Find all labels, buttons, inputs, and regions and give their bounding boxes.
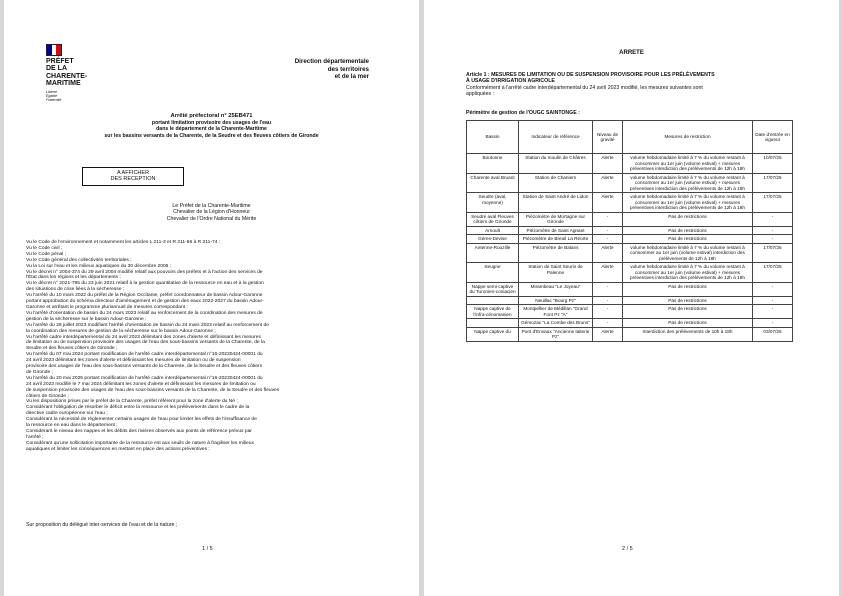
- logo-line: MARITIME: [46, 80, 81, 88]
- visa-line: Vu l'arrêté cadre interdépartemental du 24 avril 2023 délimitant des zones d'alerte et définissant les mesures: [26, 334, 261, 340]
- motto-line: Égalité: [46, 93, 57, 98]
- cell-mesures: volume hebdomadaire limité à 7 % du volume restant à consommer au 1er juin (volume estival) interdiction des prélèvements de 12h à 18h: [623, 243, 753, 263]
- visa-line: Considérant la nécessité de réglementer certains usages de l'eau pour limiter les effets de l'insuffisance de: [26, 417, 257, 423]
- page-number: 1 / 5: [202, 546, 213, 552]
- logo-line: DE LA: [46, 65, 67, 73]
- direction-block: [295, 58, 369, 81]
- logo-line: CHARENTE-: [46, 72, 88, 80]
- cell-bassin: Nappe captive du: [467, 327, 519, 341]
- cell-niveau: -: [593, 305, 623, 319]
- arrete-line: portant limitation provisoire des usages de l'eau: [151, 120, 272, 126]
- page-number: 2 / 5: [622, 546, 633, 552]
- affichage-line: A AFFICHER: [116, 170, 150, 176]
- header-bassin: Bassin: [467, 121, 519, 154]
- visa-line: aquatiques et limiter les conséquences en mettant en place des actions préventives ;: [26, 446, 210, 452]
- article-1: [466, 72, 715, 97]
- arrete-line: dans le département de la Charente-Maritime: [156, 126, 267, 133]
- visa-line: de Gironde ;: [26, 369, 53, 375]
- cell-indicateur: Station de Chaniers: [519, 173, 593, 193]
- document-page-2: [424, 0, 839, 596]
- cell-mesures: Pas de restrictions: [623, 212, 753, 226]
- table-row: [467, 243, 793, 263]
- cell-indicateur: Piézomètre de Mortagne sur Gironde: [519, 212, 593, 226]
- proposition-line: Sur proposition du délégué inter-services de l'eau et de la nature ;: [26, 522, 178, 528]
- visa-line: Vu le Code général des collectivités territoriales ;: [26, 257, 132, 263]
- cell-niveau: Alerte: [593, 154, 623, 174]
- cell-niveau: -: [593, 226, 623, 235]
- prefet-block: [4, 203, 419, 222]
- visa-line: la ressource en eau dans le département ;: [26, 423, 118, 429]
- cell-indicateur: Piézomètre de Breuil La Réorte: [519, 235, 593, 244]
- cell-date: -: [753, 305, 793, 319]
- table-row: [467, 296, 793, 305]
- table-row: [467, 154, 793, 174]
- table-header-row: [467, 121, 793, 154]
- cell-bassin: Gères-Devise: [467, 235, 519, 244]
- cell-niveau: -: [593, 235, 623, 244]
- visa-line: Vu le Code pénal ;: [26, 251, 67, 257]
- cell-date: 10/07/25: [753, 154, 793, 174]
- cell-date: 17/07/25: [753, 193, 793, 213]
- visa-line: 24 avril 2023 délimitant les zones d'alerte et définissant les mesures de limitation ou de suspension: [26, 358, 241, 364]
- visa-line: Vu l'arrêté du 20 mai 2025 portant modification de l'arrêté cadre interdépartemental n°16-20230424-00001 du: [26, 375, 263, 381]
- arrete-heading: [424, 50, 839, 56]
- cell-mesures: volume hebdomadaire limité à 7 % du volume restant à consommer au 1er juin (volume estival) + mesures préventives interdiction des prélèvements de 12h à 18h: [623, 154, 753, 174]
- document-page-1: [4, 0, 419, 596]
- cell-indicateur: Station du moulin de Châtres: [519, 154, 593, 174]
- cell-indicateur: Gémozac "La Combe des Bruns": [519, 319, 593, 328]
- cell-date: -: [753, 212, 793, 226]
- cell-indicateur: Pont d'Envaux "Ancienne laiterie Pz": [519, 327, 593, 341]
- table-row: [467, 305, 793, 319]
- cell-mesures: volume hebdomadaire limité à 7 % du volume restant à consommer au 1er juin (volume estival) + mesures préventives interdiction des prélèvements de 12h à 18h: [623, 173, 753, 193]
- cell-bassin: Nappe captive de l'infra-cénomanien: [467, 305, 519, 319]
- cell-niveau: Alerte: [593, 173, 623, 193]
- visa-line: Vu le Code civil ;: [26, 245, 63, 251]
- cell-date: -: [753, 296, 793, 305]
- cell-niveau: -: [593, 212, 623, 226]
- prefet-line: Le Préfet de la Charente-Maritime: [172, 203, 251, 209]
- visa-line: Vu les dispositions prises par le préfet de la Charente, préfet référent pour la zone d'alerte du Né ;: [26, 399, 238, 405]
- motto-line: Liberté: [46, 89, 57, 94]
- cell-date: -: [753, 282, 793, 296]
- cell-bassin: Seudre (aval, moyenne): [467, 193, 519, 213]
- table-row: [467, 226, 793, 235]
- cell-bassin: [467, 319, 519, 328]
- visa-line: des situations de crise liées à la sécheresse ;: [26, 287, 125, 293]
- cell-date: 17/07/25: [753, 243, 793, 263]
- arrete-title: Arrêté préfectoral n° 25EB471: [170, 113, 253, 119]
- visa-line: de limitation ou de suspension provisoire des usages de l'eau des sous-bassins versants de la Charente, de la: [26, 340, 265, 346]
- visa-line: Vu le décret n° 2004-374 du 29 avril 2004 modifié relatif aux pouvoirs des préfets et à l'action des services de: [26, 269, 263, 275]
- visa-line: portant approbation du schéma directeur d'aménagement et de gestion des eaux 2022-2027 du bassin Adour-: [26, 299, 264, 305]
- logo-line: PRÉFET: [46, 58, 74, 65]
- visa-line: l'arrêté ;: [26, 434, 44, 440]
- cell-niveau: Alerte: [593, 193, 623, 213]
- cell-mesures: Pas de restrictions: [623, 282, 753, 296]
- visa-line: 24 avril 2023 modifié le 7 mai 2024 délimitant les zones d'alerte et définissant les mesures de limitation ou: [26, 381, 256, 387]
- cell-mesures: Pas de restrictions: [623, 226, 753, 235]
- visa-line: l'État dans les régions et les départements ;: [26, 275, 121, 281]
- header-mesures: Mesures de restriction: [623, 121, 753, 154]
- cell-mesures: Pas de restrictions: [623, 235, 753, 244]
- cell-bassin: [467, 296, 519, 305]
- cell-date: 03/07/25: [753, 327, 793, 341]
- table-row: [467, 235, 793, 244]
- cell-date: 17/07/25: [753, 263, 793, 283]
- table-row: [467, 212, 793, 226]
- visa-line: Garonne et arrêtant le programme pluriannuel de mesures correspondant ;: [26, 304, 188, 310]
- visa-line: Considérant le niveau des nappes et les débits des rivières observés aux points de référence prévus par: [26, 429, 252, 434]
- table-row: [467, 193, 793, 213]
- visa-line: Vu la Loi sur l'eau et les milieux aquatiques du 30 décembre 2006 ;: [26, 263, 172, 269]
- cell-indicateur: Station de Saint André de Lidon: [519, 193, 593, 213]
- visa-line: Vu le Code de l'environnement et notamment les articles L 211-3 et R 211-66 à R 211-74 ;: [26, 240, 221, 245]
- direction-line: et de la mer: [334, 73, 369, 80]
- cell-mesures: Pas de restrictions: [623, 305, 753, 319]
- table-row: [467, 282, 793, 296]
- direction-line: Direction départementale: [294, 58, 369, 65]
- table-row: [467, 327, 793, 341]
- visa-line: directive cadre européenne sur l'eau ;: [26, 411, 108, 417]
- table-row: [467, 319, 793, 328]
- visa-line: Vu l'arrêté du 10 mars 2022 du préfet de la Région Occitanie, préfet coordonnateur de bassin Adour-Garonne: [26, 293, 263, 299]
- cell-mesures: Interdiction des prélèvements de 10h à 18h: [623, 327, 753, 341]
- affichage-line: DES RECEPTION: [110, 176, 156, 183]
- cell-mesures: Pas de restrictions: [623, 319, 753, 328]
- cell-bassin: Seudre aval Fleuves côtiers de Gironde: [467, 212, 519, 226]
- cell-bassin: Nappe semi-captive du Turonien-coniacien: [467, 282, 519, 296]
- visa-line: côtiers de Gironde ;: [26, 393, 69, 399]
- motto-line: Fraternité: [46, 98, 62, 103]
- visa-line: de suspension provisoire des usages de l'eau des sous-bassins versants de la Charente, de la Seudre et des fleuves: [26, 387, 280, 393]
- article-title: Article 1 : MESURES DE LIMITATION OU DE SUSPENSION PROVISOIRE POUR LES PRÉLÈVEMENTS: [466, 72, 715, 78]
- header-date: Date d'entrée en vigueur: [753, 121, 793, 154]
- header-indicateur: Indicateur de référence: [519, 121, 593, 154]
- cell-bassin: Charente aval Bruant: [467, 173, 519, 193]
- visa-line: Vu l'arrêté du 07 mai 2024 portant modification de l'arrêté cadre interdépartemental n°16-20230424-00001 du: [26, 352, 263, 358]
- prefecture-logo: [46, 44, 87, 102]
- table-row: [467, 173, 793, 193]
- visa-line: Seudre et des fleuves côtiers de Gironde ;: [26, 346, 118, 352]
- cell-bassin: Boutonne: [467, 154, 519, 174]
- cell-date: -: [753, 235, 793, 244]
- cell-niveau: Alerte: [593, 327, 623, 341]
- header-niveau: Niveau de gravité: [593, 121, 623, 154]
- table-row: [467, 263, 793, 283]
- article-text: Conformément à l'arrêté cadre interdépartemental du 24 avril 2023 modifié, les mesures suivantes sont: [466, 84, 703, 91]
- republic-flag-icon: [46, 44, 62, 56]
- article-text: appliquées :: [466, 90, 494, 97]
- cell-indicateur: Station de Saint Seurin de Palenne: [519, 263, 593, 283]
- prefet-line: Chevalier de la Légion d'Honneur: [173, 209, 250, 216]
- visa-line: Considérant l'obligation de résorber le déficit entre la ressource et les prélèvements dans le cadre de la: [26, 405, 250, 411]
- restrictions-table: [466, 120, 793, 342]
- visa-line: Vu l'arrêté du 28 juillet 2023 modifiant l'arrêté d'orientation de bassin du 24 mars 2023 relatif au renforcement de: [26, 322, 269, 328]
- visa-line: Vu l'arrêté d'orientation de bassin du 24 mars 2023 relatif au renforcement de la coordination des mesures de: [26, 310, 263, 316]
- cell-indicateur: Mirambeau "Le Joyeau": [519, 282, 593, 296]
- visa-line: provisoire des usages de l'eau des sous-bassins versants de la Charente, de la Seudre et des fleuves côtiers: [26, 364, 263, 370]
- cell-date: -: [753, 319, 793, 328]
- cell-date: -: [753, 226, 793, 235]
- visa-line: la coordination des mesures de gestion de la sécheresse sur le bassin Adour-Garonne ;: [26, 328, 216, 334]
- arrete-word: ARRETE: [619, 50, 644, 56]
- arrete-heading: [4, 113, 419, 139]
- visas-block: [26, 240, 396, 453]
- cell-bassin: Seugne: [467, 263, 519, 283]
- direction-line: des territoires: [327, 65, 369, 73]
- cell-mesures: volume hebdomadaire limité à 7 % du volume restant à consommer au 1er juin (volume estival) + mesures préventives interdiction des prélèvements de 12h à 18h: [623, 263, 753, 283]
- cell-niveau: Alerte: [593, 243, 623, 263]
- cell-indicateur: Neuillac "Bourg Pz": [519, 296, 593, 305]
- cell-niveau: -: [593, 282, 623, 296]
- cell-mesures: volume hebdomadaire limité à 7 % du volume restant à consommer au 1er juin (volume estival) + mesures préventives interdiction des prélèvements de 12h à 18h: [623, 193, 753, 213]
- cell-date: 17/07/25: [753, 173, 793, 193]
- visa-line: Vu le décret n° 2021-795 du 23 juin 2021 relatif à la gestion quantitative de la ressource en eau et à la gestion: [26, 281, 264, 287]
- cell-indicateur: Piézomètre de Saint Agnant: [519, 226, 593, 235]
- cell-mesures: Pas de restrictions: [623, 296, 753, 305]
- visa-line: Considérant qu'une sollicitation importante de la ressource est aux seuils de nature à fragiliser les milieux: [26, 440, 254, 446]
- cell-niveau: Alerte: [593, 263, 623, 283]
- visa-line: gestion de la sécheresse sur le bassin Adour-Garonne ;: [26, 316, 147, 322]
- perimeter-heading: Périmètre de gestion de l'OUGC SAINTONGE :: [466, 110, 580, 116]
- article-title-continued: À USAGE D'IRRIGATION AGRICOLE: [466, 78, 555, 85]
- affichage-box: [82, 167, 184, 186]
- cell-bassin: Antenne-Rouzille: [467, 243, 519, 263]
- prefet-line: Chevalier de l'Ordre National du Mérite: [166, 215, 257, 222]
- cell-bassin: Arnoult: [467, 226, 519, 235]
- arrete-line: sur les bassins versants de la Charente, de la Seudre et des fleuves côtiers de Gironde: [104, 132, 319, 139]
- cell-indicateur: Montpellier de Médillan "Grand Font Pz "A": [519, 305, 593, 319]
- cell-indicateur: Piézomètre de Balans: [519, 243, 593, 263]
- cell-niveau: -: [593, 296, 623, 305]
- cell-niveau: -: [593, 319, 623, 328]
